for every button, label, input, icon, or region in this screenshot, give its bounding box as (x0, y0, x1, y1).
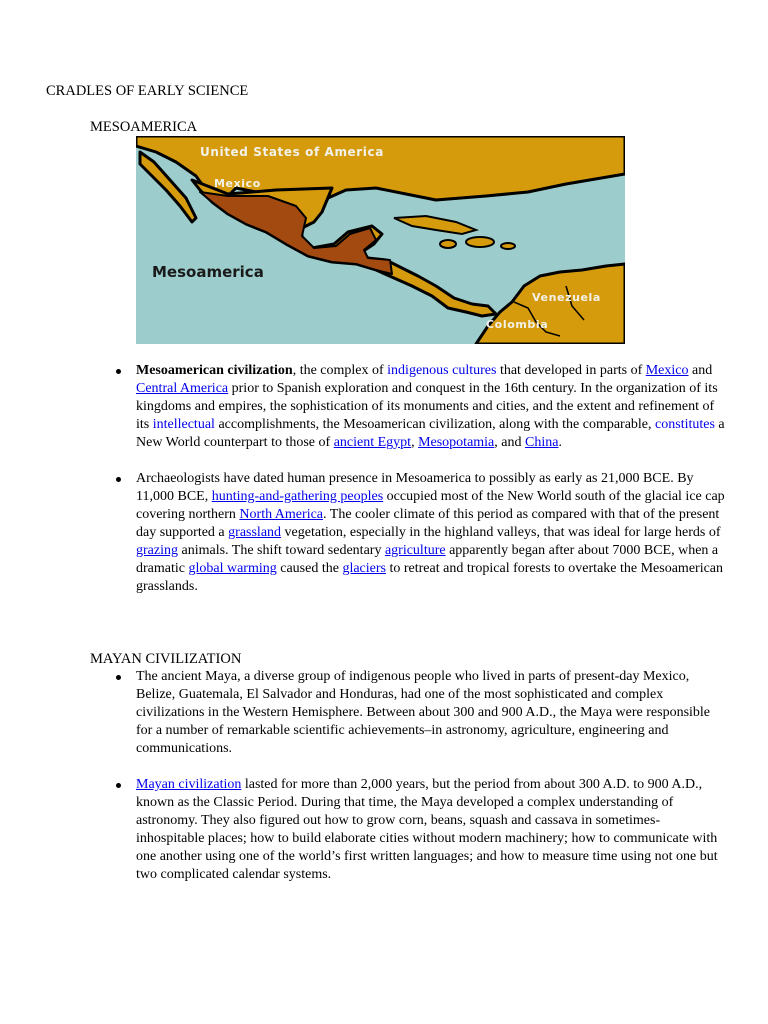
map-label-usa: United States of America (200, 145, 384, 159)
text-span: , and (494, 435, 525, 450)
link-hunting-and-gathering-peoples[interactable]: hunting-and-gathering peoples (211, 489, 384, 504)
list-item (136, 362, 726, 452)
link-global-warming[interactable]: global warming (188, 561, 277, 576)
maya-paragraph-2: lasted for more than 2,000 years, but the period from about 300 A.D. to 900 A.D., known as the Classic Period. During that time, the Maya developed a complex understanding of astronomy. They also figured out how to grow corn, beans, squash and cassava in sometimes-inhospitable places; how to build elaborate cities without modern machinery; how to communicate with one another using one of the world’s first written languages; and how to measure time using not one but two complicated calendar systems. (136, 777, 718, 882)
text-span: a New World counterpart to those of (136, 417, 725, 450)
link-central-america[interactable]: Central America (136, 381, 229, 396)
text-span: and (688, 363, 713, 378)
maya-bullet-list (136, 668, 726, 902)
section-heading-mesoamerica: MESOAMERICA (90, 119, 198, 135)
link-grassland[interactable]: grassland (228, 525, 282, 540)
term-mesoamerican-civilization: Mesoamerican civilization (136, 363, 293, 378)
document-title: CRADLES OF EARLY SCIENCE (46, 83, 249, 99)
link-north-america[interactable]: North America (239, 507, 324, 522)
link-agriculture[interactable]: agriculture (384, 543, 446, 558)
link-constitutes[interactable]: constitutes (655, 417, 715, 432)
text-span: caused the (276, 561, 343, 576)
section-heading-mayan-civilization: MAYAN CIVILIZATION (90, 651, 242, 667)
text-span: that developed in parts of (496, 363, 646, 378)
list-item (136, 776, 726, 884)
link-grazing[interactable]: grazing (136, 543, 178, 558)
map-label-mexico: Mexico (214, 177, 261, 190)
list-item (136, 668, 726, 758)
text-span: , (411, 435, 419, 450)
link-indigenous-cultures[interactable]: indigenous cultures (387, 363, 497, 378)
text-span: , the complex of (292, 363, 388, 378)
text-span: vegetation, especially in the highland valleys, that was ideal for large herds of (281, 525, 721, 540)
map-label-colombia: Colombia (486, 318, 549, 331)
text-span: to retreat and tropical forests to overtake the Mesoamerican grasslands. (136, 561, 724, 594)
link-glaciers[interactable]: glaciers (342, 561, 386, 576)
map-island-hispaniola (466, 237, 494, 247)
link-mesopotamia[interactable]: Mesopotamia (418, 435, 495, 450)
link-china[interactable]: China (525, 435, 559, 450)
maya-paragraph-1: The ancient Maya, a diverse group of indigenous people who lived in parts of present-day Mexico, Belize, Guatemala, El Salvador and Honduras, had one of the most sophisticated and complex civilizations in the Western Hemisphere. Between about 300 and 900 A.D., the Maya were responsible for a number of remarkable scientific achievements–in astronomy, agriculture, engineering and communications. (136, 669, 711, 756)
mesoamerica-map (136, 136, 625, 344)
map-island-jamaica (440, 240, 456, 248)
link-ancient-egypt[interactable]: ancient Egypt (333, 435, 412, 450)
link-intellectual[interactable]: intellectual (152, 417, 215, 432)
link-mayan-civilization[interactable]: Mayan civilization (136, 777, 242, 792)
map-label-venezuela: Venezuela (532, 291, 601, 304)
text-span: prior to Spanish exploration and conquest in the 16th century. In the organization of its kingdoms and empires, the sophistication of its monuments and cities, and the extent and refinement of its (136, 381, 718, 432)
map-label-mesoamerica: Mesoamerica (152, 263, 264, 281)
text-span: . The cooler climate of this period as compared with that of the present day supported a (136, 507, 720, 540)
text-span: Archaeologists have dated human presence in Mesoamerica to possibly as early as 21,000 BCE. By 11,000 BCE, (136, 471, 694, 504)
list-item (136, 470, 726, 596)
text-span: apparently began after about 7000 BCE, when a dramatic (136, 543, 719, 576)
text-span: occupied most of the New World south of the glacial ice cap covering northern (136, 489, 725, 522)
link-mexico[interactable]: Mexico (645, 363, 689, 378)
text-span: animals. The shift toward sedentary (177, 543, 385, 558)
text-span: . (558, 435, 562, 450)
mesoamerica-bullet-list (136, 362, 726, 614)
text-span: accomplishments, the Mesoamerican civilization, along with the comparable, (214, 417, 656, 432)
map-island-puerto-rico (501, 243, 515, 249)
